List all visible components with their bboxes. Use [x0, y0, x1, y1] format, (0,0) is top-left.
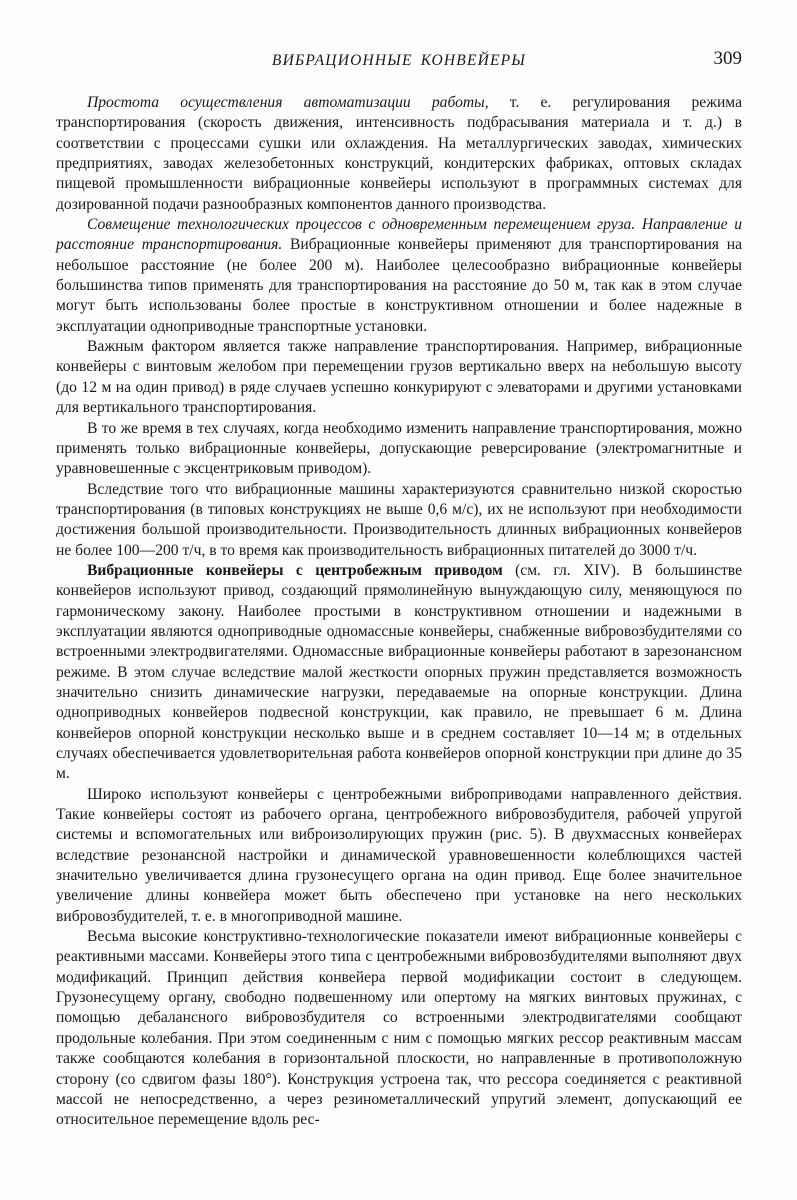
paragraph-lead-italic: Простота осуществления автоматизации работы, [87, 94, 489, 111]
paragraph-text: (см. гл. XIV). В большинстве конвейеров используют привод, создающий прямолинейную вынуждающую силу, меняющуюся по гармоническому закону. Наиболее простыми в конструктивном отношении и надежными в эксплуатации являются одноприводные одномассные конвейеры, снабженные вибровозбудителями со встроенными электродвигателями. Одномассные вибрационные конвейеры работают в зарезонансном режиме. В этом случае вследствие малой жесткости опорных пружин представляется возможность значительно снизить динамические нагрузки, передаваемые на опорные конструкции. Длина одноприводных конвейеров подвесной конструкции, как правило, не превышает 6 м. Длина конвейеров опорной конструкции несколько выше и в среднем составляет 10—14 м; в отдельных случаях обеспечивается удовлетворительная работа конвейеров опорной конструкции при длине до 35 м. [56, 561, 742, 783]
paragraph-text: т. е. регулирования режима транспортирования (скорость движения, интенсивность подбрасывания материала и т. д.) в соответствии с процессами сушки или охлаждения. На металлургических заводах, химических предприятиях, заводах железобетонных конструкций, кондитерских фабриках, оптовых складах пищевой промышленности вибрационные конвейеры используют в программных системах для дозированной подачи разнообразных компонентов данного производства. [56, 94, 742, 213]
paragraph-directional-vibrodrives: Широко используют конвейеры с центробежными виброприводами направленного действия. Такие конвейеры состоят из рабочего органа, центробежного вибровозбудителя, рабочей упругой системы и вспомогательных или виброизолирующих пружин (рис. 5). В двухмассных конвейерах вследствие резонансной настройки и динамической уравновешенности колеблющихся частей значительно увеличивается длина грузонесущего органа на один привод. Еще более значительное увеличение длины конвейера может быть обеспечено при установке на него нескольких вибровозбудителей, т. е. в многоприводной машине. [56, 785, 742, 925]
paragraph-low-speed: Вследствие того что вибрационные машины характеризуются сравнительно низкой скоростью транспортирования (в типовых конструкциях не выше 0,6 м/с), их не используют при необходимости достижения большой производительности. Производительность длинных вибрационных конвейеров не более 100—200 т/ч, в то время как производительность вибрационных питателей до 3000 т/ч. [56, 480, 742, 559]
running-title: ВИБРАЦИОННЫЕ КОНВЕЙЕРЫ [271, 52, 527, 69]
running-header [56, 48, 742, 74]
body-text [56, 93, 742, 1131]
paragraph-lead-bold: Вибрационные конвейеры с центробежным приводом [87, 561, 503, 579]
paragraph-reactive-masses: Весьма высокие конструктивно-технологические показатели имеют вибрационные конвейеры с реактивными массами. Конвейеры этого типа с центробежными вибровозбудителями выполняют двух модификаций. Принцип действия конвейера первой модификации состоит в следующем. Грузонесущему органу, свободно подвешенному или опертому на мягких винтовых пружинах, с помощью дебалансного вибровозбудителя со встроенными электродвигателями сообщают продольные колебания. При этом соединенным с ним с помощью мягких рессор реактивным массам также сообщаются колебания в горизонтальной плоскости, но направленные в противоположную сторону (со сдвигом фазы 180°). Конструкция устроена так, что рессора соединяется с реактивной массой не непосредственно, а через резинометаллический упругий элемент, допускающий ее относительное перемещение вдоль рес- [56, 928, 742, 1129]
paragraph-centrifugal-drive [56, 561, 742, 785]
paragraph-reversing: В то же время в тех случаях, когда необходимо изменить направление транспортирования, можно применять только вибрационные конвейеры, допускающие реверсирование (электромагнитные и уравновешенные с эксцентриковым приводом). [56, 419, 742, 478]
paragraph-text: Вибрационные конвейеры применяют для транспортирования на небольшое расстояние (не более 200 м). Наиболее целесообразно вибрационные конвейеры большинства типов применять для транспортирования на расстояние до 50 м, так как в этом случае могут быть использованы более простые в конструктивном отношении и более надежные в эксплуатации однoприводные транспортные установки. [56, 236, 742, 335]
paragraph-direction-distance [56, 215, 742, 337]
paragraph-lead-italic: Совмещение технологических процессов с одновременным перемещением груза. Направление и расстояние транспортирования. [56, 216, 742, 254]
paragraph-automation [56, 93, 742, 215]
page-number: 309 [713, 48, 742, 69]
paragraph-transport-direction: Важным фактором является также направление транспортирования. Например, вибрационные конвейеры с винтовым желобом при перемещении грузов вертикально вверх на небольшую высоту (до 12 м на один привод) в ряде случаев успешно конкурируют с элеваторами и другими установками для вертикального транспортирования. [56, 338, 742, 417]
